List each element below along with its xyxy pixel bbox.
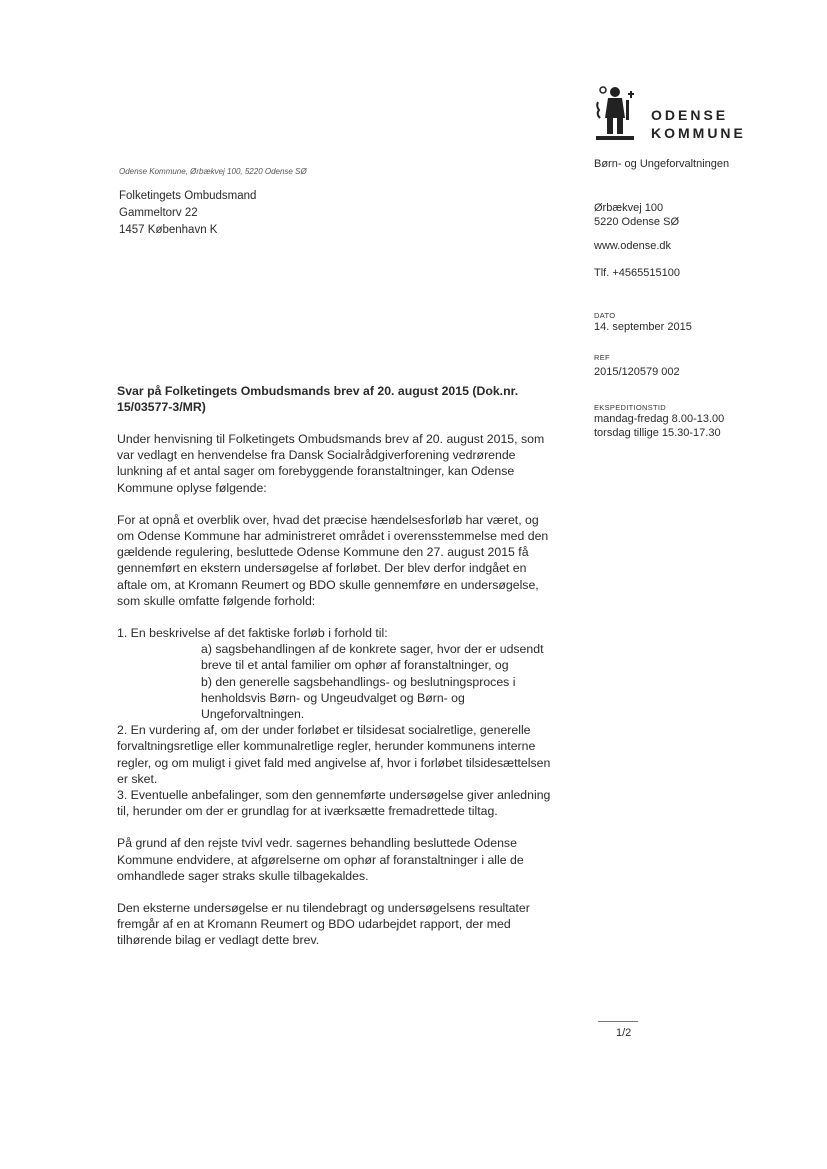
recipient-street: Gammeltorv 22 xyxy=(119,207,198,219)
list-item-1: 1. En beskrivelse af det faktiske forløb i forhold til: xyxy=(117,626,388,641)
list-item-2: 2. En vurdering af, om der under forløbet er tilsidesat socialretlige, generelle forvaltningsretlige eller kommunalretlige regler, herunder kommunens interne regler, og om muligt i givet fald med angivelse af, hvor i forløbet tilsidesættelsen er sket. xyxy=(117,723,551,786)
expedition-line-2: torsdag tillige 15.30-17.30 xyxy=(594,427,721,439)
recipient-block xyxy=(119,188,256,239)
date-block xyxy=(594,311,692,334)
sender-line: Odense Kommune, Ørbækvej 100, 5220 Odense SØ xyxy=(119,167,307,176)
website-link[interactable]: www.odense.dk xyxy=(594,240,672,252)
letter-body xyxy=(117,431,557,949)
paragraph-overview: For at opnå et overblik over, hvad det præcise hændelsesforløb har været, og om Odense Kommune har administreret området i overensstemmelse med den gældende regulering, besluttede Odense Kommune den 27. august 2015 få gennemført en ekstern undersøgelse af forløbet. Der blev derfor indgået en aftale om, at Kromann Reumert og BDO skulle gennemføre en undersøgelse, som skulle omfatte følgende forhold: xyxy=(117,512,549,608)
page-number-rule xyxy=(598,1021,638,1022)
phone-number: Tlf. +4565515100 xyxy=(594,267,680,279)
sender-address xyxy=(594,201,679,229)
logo-line-2: KOMMUNE xyxy=(651,125,746,141)
date-label: DATO xyxy=(594,311,616,320)
sender-street: Ørbækvej 100 xyxy=(594,202,664,214)
ref-value: 2015/120579 002 xyxy=(594,366,680,378)
expedition-label: EKSPEDITIONSTID xyxy=(594,403,667,412)
letter-subject: Svar på Folketingets Ombudsmands brev af 20. august 2015 (Dok.nr. 15/03577-3/MR) xyxy=(117,384,519,414)
expedition-line-1: mandag-fredag 8.00-13.00 xyxy=(594,413,725,425)
department: Børn- og Ungeforvaltningen xyxy=(594,158,730,170)
paragraph-intro: Under henvisning til Folketingets Ombudsmands brev af 20. august 2015, som var vedlagt en henvendelse fra Dansk Socialrådgiverforening vedrørende lunkning af et antal sager om forebyggende foranstaltninger, kan Odense Kommune oplyse følgende: xyxy=(117,432,545,495)
expedition-block xyxy=(594,403,724,440)
sender-city: 5220 Odense SØ xyxy=(594,216,680,228)
coat-of-arms-icon xyxy=(594,84,636,142)
paragraph-report: Den eksterne undersøgelse er nu tilendebragt og undersøgelsens resultater fremgår af en at Kromann Reumert og BDO udarbejdet rapport, der med tilhørende bilag er vedlagt dette brev. xyxy=(117,901,530,948)
ref-block xyxy=(594,353,680,379)
recipient-name: Folketingets Ombudsmand xyxy=(119,190,257,202)
ref-label: REF xyxy=(594,353,610,362)
odense-logo xyxy=(594,84,754,144)
list-item-1b: b) den generelle sagsbehandlings- og beslutningsproces i henholdsvis Børn- og Ungeudvalget og Børn- og Ungeforvaltningen. xyxy=(201,674,516,722)
list-item-3: 3. Eventuelle anbefalinger, som den gennemførte undersøgelse giver anledning til, herunder om der er grundlag for at iværksætte fremadrettede tiltag. xyxy=(117,788,551,819)
page-number: 1/2 xyxy=(616,1027,632,1039)
paragraph-revocation: På grund af den rejste tvivl vedr. sagernes behandling besluttede Odense Kommune endvidere, at afgørelserne om ophør af foranstaltninger i alle de omhandlede sager straks skulle tilbagekaldes. xyxy=(117,836,524,883)
date-value: 14. september 2015 xyxy=(594,321,692,333)
recipient-city: 1457 København K xyxy=(119,224,218,236)
logo-line-1: ODENSE xyxy=(651,107,729,123)
list-item-1a: a) sagsbehandlingen af de konkrete sager, hvor der er udsendt breve til et antal familier om ophør af foranstaltninger, og xyxy=(201,642,544,673)
